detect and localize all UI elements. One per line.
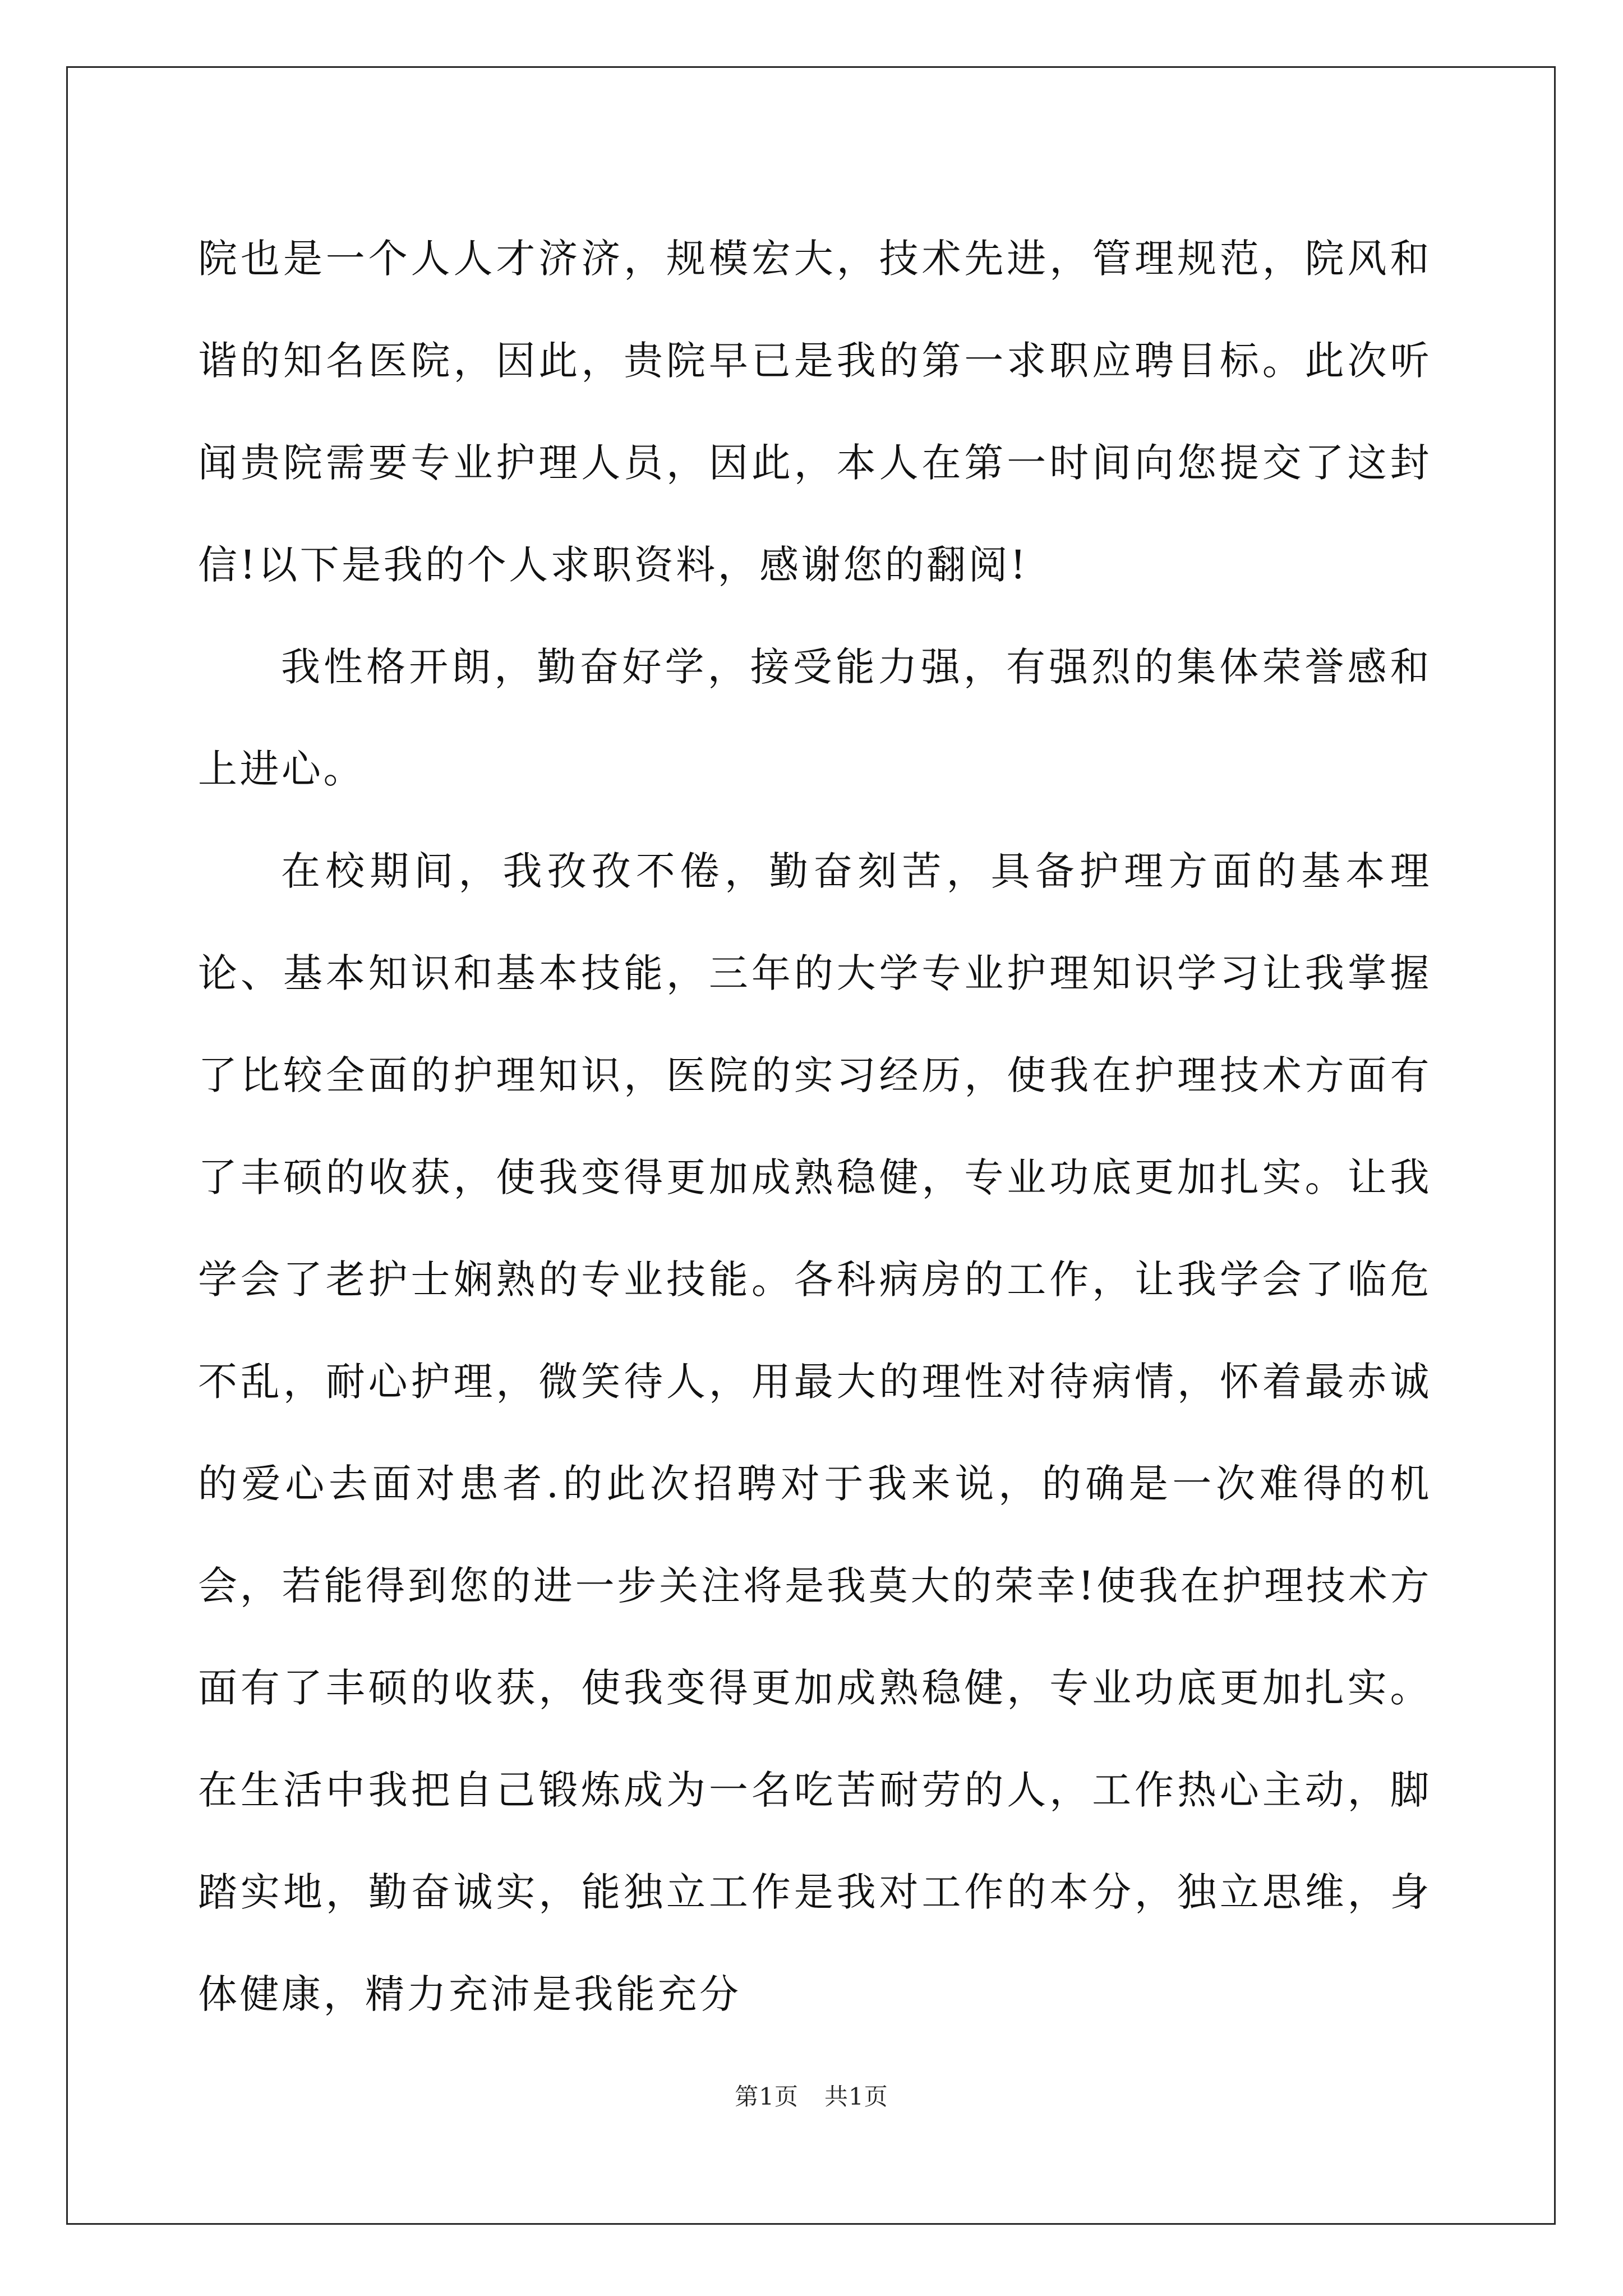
paragraph-experience: 在校期间，我孜孜不倦，勤奋刻苦，具备护理方面的基本理论、基本知识和基本技能，三年的大学专业护理知识学习让我掌握了比较全面的护理知识，医院的实习经历，使我在护理技术方面有了丰硕的收获，使我变得更加成熟稳健，专业功底更加扎实。让我学会了老护士娴熟的专业技能。各科病房的工作，让我学会了临危不乱，耐心护理，微笑待人，用最大的理性对待病情，怀着最赤诚的爱心去面对患者.的此次招聘对于我来说，的确是一次难得的机会，若能得到您的进一步关注将是我莫大的荣幸!使我在护理技术方面有了丰硕的收获，使我变得更加成熟稳健，专业功底更加扎实。在生活中我把自己锻炼成为一名吃苦耐劳的人，工作热心主动，脚踏实地，勤奋诚实，能独立工作是我对工作的本分，独立思维，身体健康，精力充沛是我能充分 (198, 848, 1432, 2017)
page-footer (0, 2080, 1623, 2114)
paragraph-personality: 我性格开朗，勤奋好学，接受能力强，有强烈的集体荣誉感和上进心。 (198, 644, 1432, 792)
paragraph-intro: 院也是一个人人才济济，规模宏大，技术先进，管理规范，院风和谐的知名医院，因此，贵院早已是我的第一求职应聘目标。此次听闻贵院需要专业护理人员，因此，本人在第一时间向您提交了这封信!以下是我的个人求职资料，感谢您的翻阅! (198, 236, 1432, 588)
page-total: 共1页 (824, 2083, 888, 2110)
page-number: 第1页 (735, 2083, 799, 2110)
document-body (198, 208, 1432, 2045)
